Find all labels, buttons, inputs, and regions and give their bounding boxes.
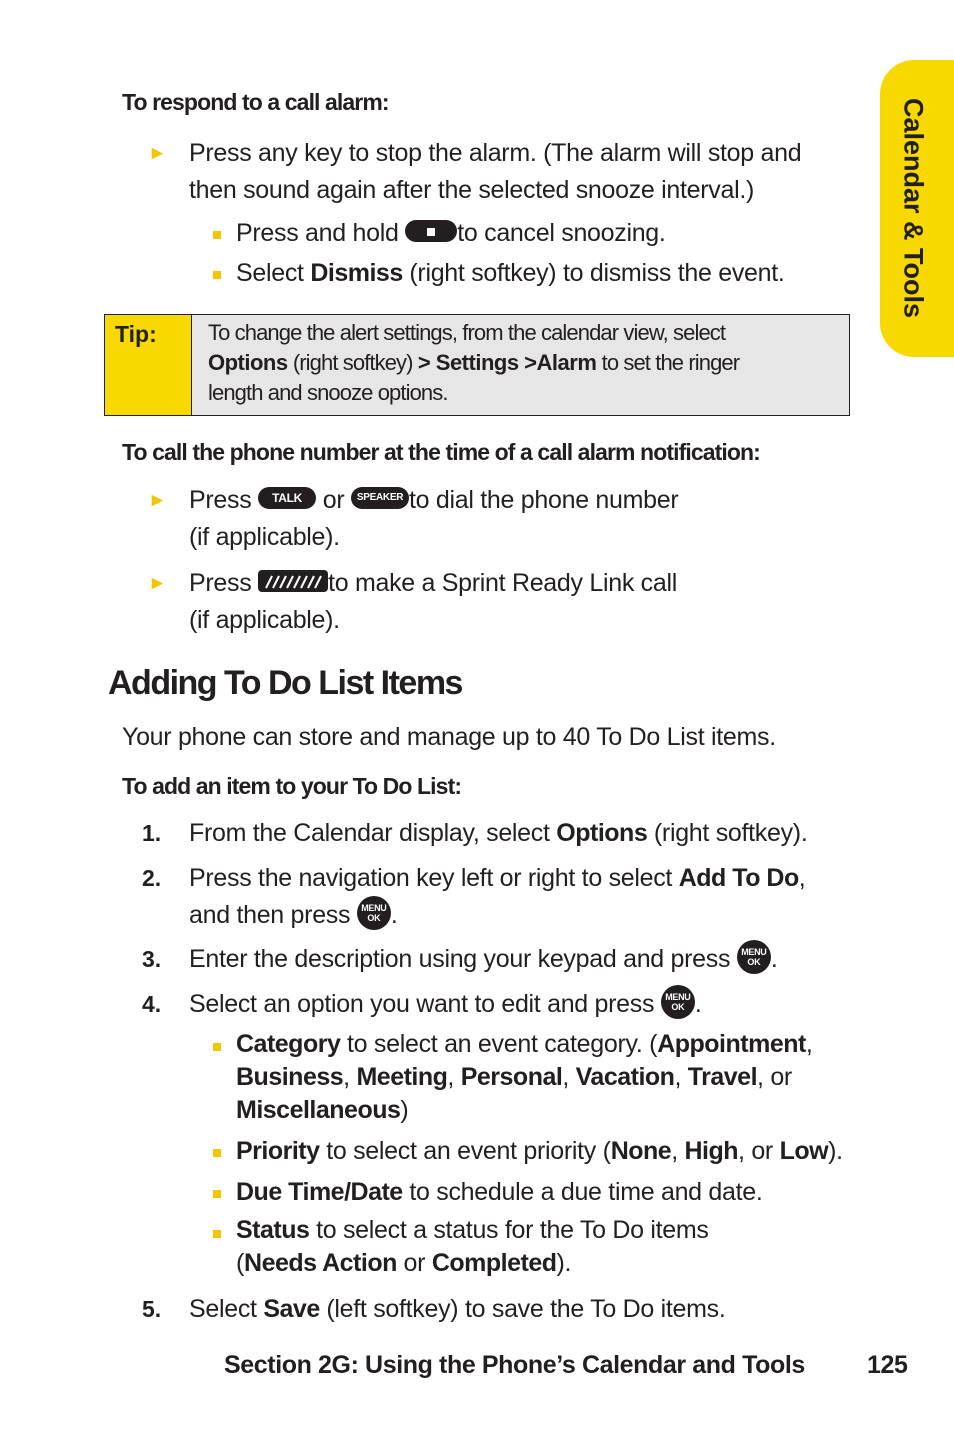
step-number: 4. — [142, 991, 162, 1017]
tip-box — [104, 314, 850, 416]
todo-step-4: Select an option you want to edit and press MENU OK . — [189, 986, 702, 1023]
status-bullet: Status to select a status for the To Do items (Needs Action or Completed). — [236, 1216, 709, 1277]
step-number: 1. — [142, 820, 162, 846]
step-number: 2. — [142, 865, 162, 891]
ready-link-step: Press to make a Sprint Ready Link call (if applicable). — [189, 569, 677, 634]
page-number: 125 — [867, 1351, 908, 1379]
talk-key-icon: TALK — [258, 487, 316, 509]
side-tab-label: Calendar & Tools — [898, 97, 929, 319]
page-title: Adding To Do List Items — [108, 664, 462, 702]
todo-subheading: To add an item to your To Do List: — [122, 773, 462, 799]
step-number: 3. — [142, 946, 162, 972]
tip-text: To change the alert settings, from the calendar view, select Options (right softkey) > Settings >Alarm to set the ringer length and snooze options. — [208, 320, 740, 405]
square-bullet-icon — [213, 1230, 221, 1238]
menu-ok-key-icon: MENU OK — [737, 940, 771, 974]
square-bullet-icon — [213, 1190, 221, 1198]
talk-step: Press TALK or SPEAKER to dial the phone number (if applicable). — [189, 486, 679, 551]
menu-ok-key-icon: MENU OK — [661, 985, 695, 1019]
priority-bullet: Priority to select an event priority (None, High, or Low). — [236, 1137, 843, 1165]
category-bullet: Category to select an event category. (Appointment, Business, Meeting, Personal, Vacation, Travel, or Miscellaneous) — [236, 1030, 813, 1124]
due-bullet: Due Time/Date to schedule a due time and date. — [236, 1178, 763, 1206]
todo-step-2: Press the navigation key left or right to select Add To Do, and then press MENU OK . — [189, 864, 806, 929]
menu-ok-key-icon: MENU OK — [357, 896, 391, 930]
todo-step-5: Select Save (left softkey) to save the To Do items. — [189, 1295, 726, 1323]
alarm-step-text: Press any key to stop the alarm. (The alarm will stop and then sound again after the selected snooze interval.) — [189, 139, 802, 204]
arrow-bullet-icon: ► — [148, 143, 167, 164]
arrow-bullet-icon: ► — [148, 573, 167, 594]
call-alarm-heading: To respond to a call alarm: — [122, 89, 389, 115]
todo-intro: Your phone can store and manage up to 40 To Do List items. — [122, 723, 776, 751]
footer-section-title: Section 2G: Using the Phone’s Calendar and Tools — [224, 1351, 805, 1379]
step-number: 5. — [142, 1296, 162, 1322]
todo-step-1: From the Calendar display, select Options (right softkey). — [189, 819, 808, 847]
dismiss-bullet: Select Dismiss (right softkey) to dismiss the event. — [236, 259, 785, 287]
square-bullet-icon — [213, 271, 221, 279]
todo-step-3: Enter the description using your keypad and press MENU OK . — [189, 941, 778, 978]
speaker-key-icon: SPEAKER — [351, 487, 409, 509]
snooze-bullet: Press and hold to cancel snoozing. — [236, 219, 666, 247]
ready-link-key-icon — [258, 570, 328, 592]
square-bullet-icon — [213, 231, 221, 239]
square-bullet-icon — [213, 1043, 221, 1051]
end-key-icon — [405, 220, 457, 242]
tip-label-cell — [105, 315, 192, 415]
tip-label: Tip: — [115, 321, 157, 347]
call-number-heading: To call the phone number at the time of a call alarm notification: — [122, 439, 760, 465]
arrow-bullet-icon: ► — [148, 490, 167, 511]
square-bullet-icon — [213, 1149, 221, 1157]
